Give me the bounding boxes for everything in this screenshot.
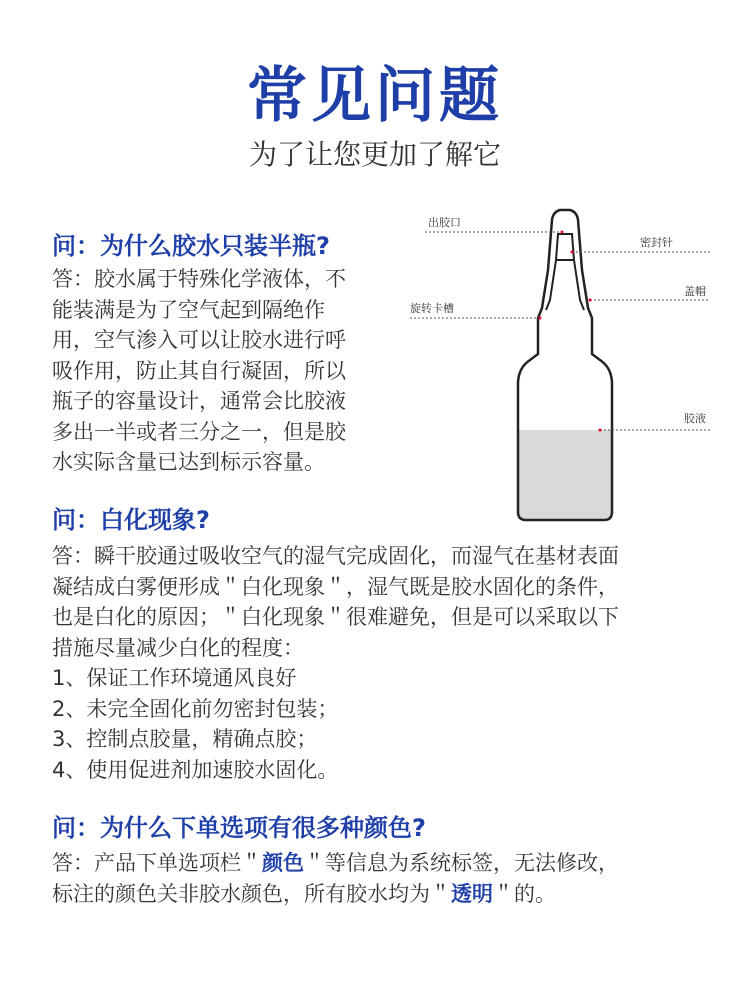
faq-question-half-bottle: 问：为什么胶水只装半瓶?: [52, 232, 330, 260]
faq-answer-whitening: [52, 541, 712, 785]
answer-line: 能装满是为了空气起到隔绝作: [52, 297, 325, 322]
answer-line: 吸作用，防止其自行凝固，所以: [52, 358, 346, 383]
answer-line: [52, 879, 732, 910]
faq-answer-colors: [52, 848, 732, 909]
answer-text: 标注的颜色关非胶水颜色，所有胶水均为＂: [52, 881, 451, 906]
faq-answer-half-bottle: [52, 264, 397, 478]
label-seal-pin: 密封针: [640, 236, 673, 249]
answer-text: 答：产品下单选项栏＂: [52, 851, 262, 875]
answer-line: 3、控制点胶量，精确点胶；: [52, 727, 318, 751]
cap-inner: [546, 260, 584, 310]
label-outlet: 出胶口: [428, 216, 461, 229]
answer-line: 多出一半或者三分之一，但是胶: [52, 419, 346, 444]
label-twist-lock: 旋转卡槽: [410, 302, 454, 315]
answer-line: 水实际含量已达到标示容量。: [52, 450, 325, 474]
faq-question-colors: 问：为什么下单选项有很多种颜色?: [52, 814, 426, 842]
bottle-diagram: [400, 200, 730, 530]
highlight-color: 颜色: [262, 851, 304, 875]
answer-line: 4、使用促进剂加速胶水固化。: [52, 757, 339, 782]
faq-question-whitening: 问：白化现象?: [52, 506, 210, 534]
highlight-transparent: 透明: [451, 881, 493, 906]
answer-line: 措施尽量减少白化的程度：: [52, 635, 304, 660]
answer-line: 1、保证工作环境通风良好: [52, 666, 297, 690]
answer-line: 答：瞬干胶通过吸收空气的湿气完成固化，而湿气在基材表面: [52, 544, 619, 568]
page-subtitle: 为了让您更加了解它: [248, 138, 501, 171]
answer-text: ＂的。: [493, 881, 556, 906]
answer-line: [52, 848, 732, 879]
answer-line: 也是白化的原因；＂白化现象＂很难避免，但是可以采取以下: [52, 605, 619, 629]
answer-line: 瓶子的容量设计，通常会比胶液: [52, 389, 346, 413]
label-cap: 盖帽: [684, 285, 706, 298]
answer-line: 用，空气渗入可以让胶水进行呼: [52, 328, 346, 352]
label-glue: 胶液: [684, 412, 706, 425]
answer-line: 凝结成白雾便形成＂白化现象＂，湿气既是胶水固化的条件，: [52, 574, 619, 599]
nozzle-inner: [556, 234, 574, 260]
answer-text: ＂等信息为系统标签，无法修改，: [304, 851, 619, 875]
answer-line: 答：胶水属于特殊化学液体，不: [52, 267, 346, 291]
page-title: 常见问题: [247, 61, 503, 131]
answer-line: 2、未完全固化前勿密封包装；: [52, 696, 339, 721]
